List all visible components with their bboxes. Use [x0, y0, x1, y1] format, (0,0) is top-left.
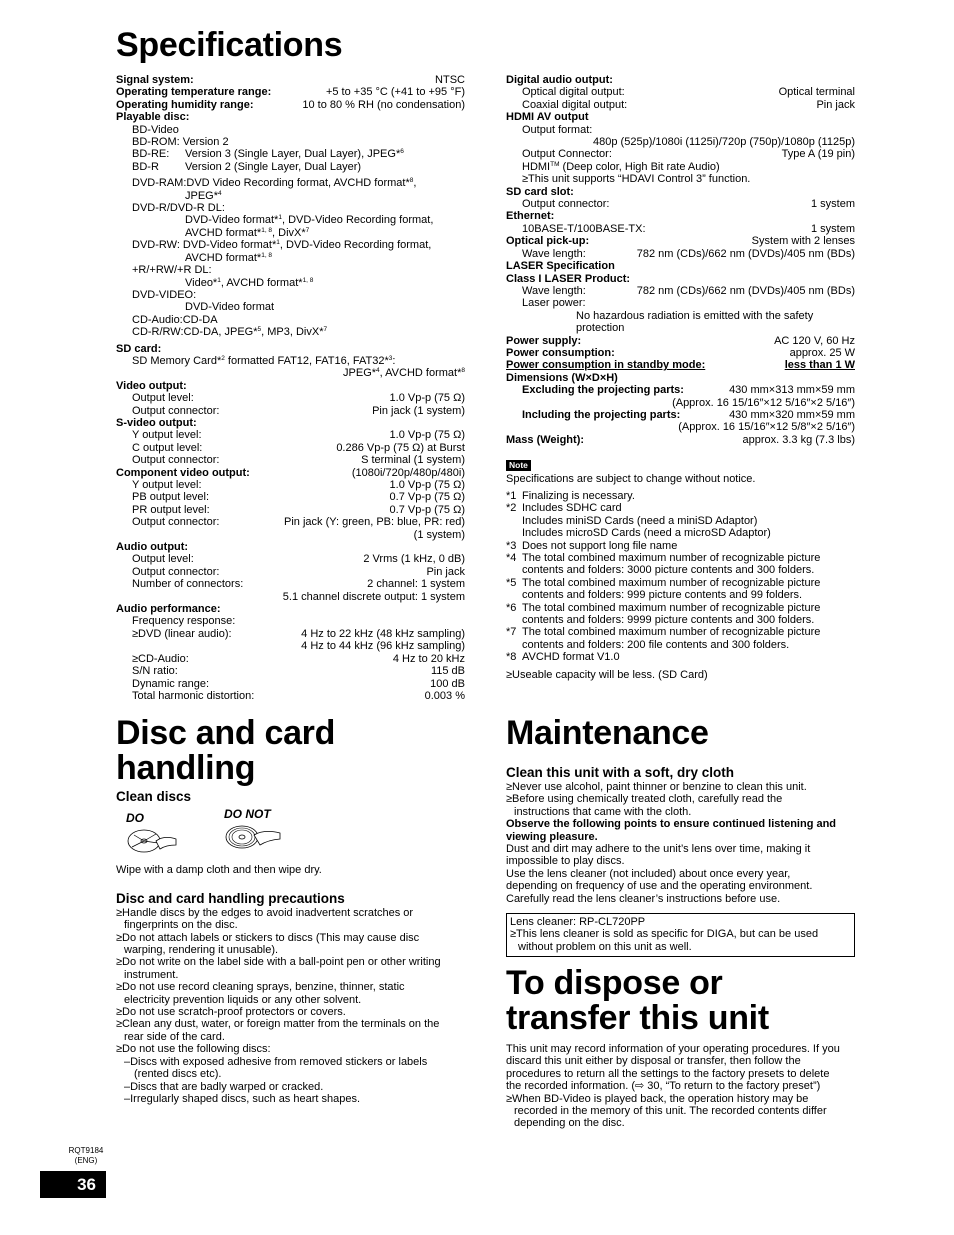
footnote-item: *5 The total combined maximum number of recognizable picture contents and folders: 999 picture contents and 99 folders. [506, 576, 821, 602]
operating-humidity-row: Operating humidity range: 10 to 80 % RH (no condensation) [116, 98, 465, 111]
specifications-title: Specifications [116, 26, 343, 64]
maintenance-section: Maintenance Clean this unit with a soft, dry cloth ≥Never use alcohol, paint thinner or benzine to clean this unit. ≥Before using chemically treated cloth, carefully read the instructions that came with the cloth. Observe the following points to ensure continued listening and viewing pleasure. Dust and dirt may adhere to the unit’s lens over time, making it impossible to play discs. Use the lens cleaner (not included) about once every year, depending on frequency of use and the operating environment. Carefully read the lens cleaner’s instructions before use. Lens cleaner: RP-CL720PP ≥This lens cleaner is sold as specific for DIGA, but can be used without problem on this unit as well. [506, 716, 855, 957]
precaution-line: ≥Do not use scratch-proof protectors or covers. [116, 1006, 346, 1019]
document-code: RQT9184 (ENG) [68, 1146, 104, 1165]
audio-performance-heading: Audio performance: [116, 603, 221, 616]
footnotes-list [506, 490, 855, 664]
do-figure: DO [126, 809, 184, 858]
sd-card-heading: SD card: [116, 342, 162, 355]
hdmi-heading: HDMI AV output [506, 111, 589, 124]
precaution-line: ≥Handle discs by the edges to avoid inadvertent scratches or [116, 906, 414, 919]
video-output-heading: Video output: [116, 379, 187, 392]
sd-slot-heading: SD card slot: [506, 185, 574, 198]
precaution-line: –Discs with exposed adhesive from removed stickers or labels [124, 1055, 428, 1068]
signal-system-row: Signal system: NTSC [116, 74, 465, 86]
usable-capacity-note: ≥Useable capacity will be less. (SD Card) [506, 668, 708, 681]
clean-discs-heading: Clean discs [116, 789, 192, 804]
note-text: Specifications are subject to change without notice. [506, 472, 756, 485]
precautions-heading: Disc and card handling precautions [116, 890, 345, 906]
precaution-line: fingerprints on the disc. [124, 919, 238, 932]
precaution-line: warping, rendering it unusable). [124, 944, 279, 957]
precaution-line: (rented discs etc). [134, 1068, 222, 1081]
precaution-line: ≥Do not write on the label side with a ball-point pen or other writing [116, 956, 441, 969]
precaution-line: ≥Do not use the following discs: [116, 1043, 271, 1056]
page-number: 36 [40, 1171, 106, 1198]
precautions-list [116, 907, 465, 1106]
disc-wipe-radial-icon [126, 825, 178, 855]
precaution-line: –Irregularly shaped discs, such as heart shapes. [124, 1092, 361, 1105]
footnote-item: *1 Finalizing is necessary. [506, 490, 635, 502]
disc-handling-section [116, 716, 465, 1105]
left-column: Specifications Signal system: NTSC Operating temperature range: +5 to +35 °C (+41 to +95 °F) Operating humidity range: 10 to 80 % RH (no condensation) Playable disc: BD-Video BD-ROM: Version 2 BD-RE: Version 3 (Single Layer, Dual Layer), JPEG*$^6$ BD-R Version 2 (Single Layer, Dual Layer) DVD-RAM:DVD Video Recording format, AVCHD format*$^8$, JPEG*$^4$ DVD-R/DVD-R DL: DVD-Video format*$^1$, DVD-Video Recording format, AVCHD format*$^{1, 8}$, DivX*$^7$ DVD-RW: DVD-Video format*$^1$, DVD-Video Recording format, AVCHD format*$^{1, 8}$ +R/+RW/+R DL: Video*$^1$, AVCHD format*$^{1, 8}$ DVD-VIDEO: DVD-Video format CD-Audio:CD-DA CD-R/RW:CD-DA, JPEG*$^5$, MP3, DivX*$^7$ SD card: SD Memory Card*$^2$ formatted FAT12, FAT16, FAT32*$^3$: JPEG*$^4$, AVCHD format*$^8$ Video output: Output level: 1.0 Vp-p (75 Ω) Output connector: Pin jack (1 system) S-video output: Y output level: 1.0 Vp-p (75 Ω) C output level: 0.286 Vp-p (75 Ω) at Burst Output connector: S terminal (1 system) Component video output: (1080i/720p/480p/480i) Y output level: 1.0 Vp-p (75 Ω) PB output level: 0.7 Vp-p (75 Ω) PR output level: 0.7 Vp-p (75 Ω) Output connector: Pin jack (Y: green, PB: blue, PR: red) (1 system) Audio output: Output level: 2 Vrms (1 kHz, 0 dB) Output connector: Pin jack Number of connectors: 2 channel: 1 system 5.1 channel discrete output: 1 system Audio performance: Frequency response: ≥DVD (linear audio): 4 Hz to 22 kHz (48 kHz sampling) 4 Hz to 44 kHz (96 kHz sampling) ≥CD-Audio: 4 Hz to 20 kHz S/N ratio: 115 dB Dynamic range: 100 dB Total harmonic distortion: 0.003 % [116, 26, 465, 702]
laser-class-heading: Class I LASER Product: [506, 272, 631, 285]
precaution-line: instrument. [124, 968, 179, 981]
clean-unit-heading: Clean this unit with a soft, dry cloth [506, 765, 735, 780]
mass-row: Mass (Weight): approx. 3.3 kg (7.3 lbs) [506, 433, 855, 446]
footnote-item: *6 The total combined maximum number of recognizable picture contents and folders: 9999 picture contents and 300 folders. [506, 601, 821, 627]
operating-temperature-row: Operating temperature range: +5 to +35 °C (+41 to +95 °F) [116, 86, 465, 99]
footnote-item: *7 The total combined maximum number of recognizable picture contents and folders: 200 file contents and 300 folders. [506, 626, 821, 651]
laser-spec-heading: LASER Specification [506, 260, 615, 273]
audio-output-heading: Audio output: [116, 541, 189, 554]
right-column: Digital audio output: Optical digital output: Optical terminal Coaxial digital output: Pin jack HDMI AV output Output format: 480p (525p)/1080i (1125i)/720p (750p)/1080p (1125p) Output Connector: Type A (19 pin) HDMI™ (Deep color, High Bit rate Audio) ≥This unit supports “HDAVI Control 3” function. SD card slot: Output connector: 1 system Ethernet: 10BASE-T/100BASE-TX: 1 system Optical pick-up: System with 2 lenses Wave length: 782 nm (CDs)/662 nm (DVDs)/405 nm (BDs) LASER Specification Class I LASER Product: Wave length: 782 nm (CDs)/662 nm (DVDs)/405 nm (BDs) Laser power: No hazardous radiation is emitted with the safety protection Power supply: AC 120 V, 60 Hz Power consumption: approx. 25 W Power consumption in standby mode: less than 1 W Dimensions (W×D×H) Excluding the projecting parts: 430 mm×313 mm×59 mm (Approx. 16 15/16″×12 5/16″×2 5/16″) Including the projecting parts: 430 mm×320 mm×59 mm (Approx. 16 15/16″×12 5/8″×2 5/16″) Mass (Weight): approx. 3.3 kg (7.3 lbs) Note Specifications are subject to change without notice. *1 Finalizing is necessary. *2 Includes SDHC card Includes miniSD Cards (need a miniSD Adaptor) Includes microSD Cards (need a microSD Adaptor) *3 Does not support long file name *4 The total combined maximum number of recognizable picture contents and folders: 3000 picture contents and 300 folders. *5 The total combined maximum number of recognizable picture contents and folders: 999 picture contents and 99 folders. *6 The total combined maximum number of recognizable picture contents and folders: 9999 picture contents and 300 folders. *7 The total combined maximum number of recognizable picture contents and folders: 200 file contents and 300 folders. *8 AVCHD format V1.0 ≥Useable capacity will be less. (SD Card) [506, 74, 855, 681]
footnote-item: *4 The total combined maximum number of recognizable picture contents and folders: 3000 picture contents and 300 folders. [506, 552, 821, 577]
precaution-line: ≥Do not attach labels or stickers to discs (This may cause disc [116, 931, 420, 944]
precaution-line: ≥Do not use record cleaning sprays, benzine, thinner, static [116, 981, 405, 994]
wipe-instruction: Wipe with a damp cloth and then wipe dry. [116, 864, 322, 877]
svideo-output-heading: S-video output: [116, 416, 197, 429]
precaution-line: –Discs that are badly warped or cracked. [124, 1080, 324, 1093]
lens-cleaner-box: Lens cleaner: RP-CL720PP ≥This lens cleaner is sold as specific for DIGA, but can be used without problem on this unit as well. [506, 913, 855, 957]
dimensions-heading: Dimensions (W×D×H) [506, 371, 618, 384]
note-badge: Note [506, 460, 531, 471]
ethernet-heading: Ethernet: [506, 210, 555, 223]
precaution-line: rear side of the card. [124, 1030, 225, 1043]
dispose-title: To dispose or transfer this unit [506, 964, 769, 1037]
sd-card-text: SD Memory Card*$^2$ formatted FAT12, FAT16, FAT32*$^3$: JPEG*$^4$, AVCHD format*$^8$ [132, 354, 465, 380]
disc-cleaning-illustration [126, 809, 465, 858]
standby-power-row: Power consumption in standby mode: less than 1 W [506, 359, 855, 372]
disc-wipe-circular-icon [224, 821, 282, 851]
do-not-figure: DO NOT [224, 809, 282, 858]
maintenance-title: Maintenance [506, 714, 709, 752]
component-video-heading: Component video output: (1080i/720p/480p/480i) [116, 466, 465, 479]
footnote-item: *2 Includes SDHC card Includes miniSD Cards (need a miniSD Adaptor) Includes microSD Cards (need a microSD Adaptor) [506, 502, 771, 540]
disc-handling-title: Disc and card handling [116, 714, 336, 787]
playable-disc-list: BD-Video BD-ROM: Version 2 BD-RE: Version 3 (Single Layer, Dual Layer), JPEG*$^6$ BD-R Version 2 (Single Layer, Dual Layer) DVD-RAM:DVD Video Recording format, AVCHD format*$^8$, JPEG*$^4$ DVD-R/DVD-R DL: DVD-Video format*$^1$, DVD-Video Recording format, AVCHD format*$^{1, 8}$, DivX*$^7$ DVD-RW: DVD-Video format*$^1$, DVD-Video Recording format, AVCHD format*$^{1, 8}$ +R/+RW/+R DL: Video*$^1$, AVCHD format*$^{1, 8}$ DVD-VIDEO: DVD-Video format CD-Audio:CD-DA CD-R/RW:CD-DA, JPEG*$^5$, MP3, DivX*$^7$ [132, 123, 434, 339]
footnote-item: *8 AVCHD format V1.0 [506, 651, 620, 664]
dispose-section: To dispose or transfer this unit This unit may record information of your operating procedures. If you discard this unit either by disposal or transfer, then follow the procedures to return all the settings to the factory presets to delete the recorded information. (⇨ 30, “To return to the factory preset”) ≥When BD-Video is played back, the operation history may be recorded in the memory of this unit. The recorded contents differ depending on the disc. [506, 966, 855, 1130]
digital-audio-heading: Digital audio output: [506, 74, 613, 86]
precaution-line: ≥Clean any dust, water, or foreign matter from the terminals on the [116, 1018, 440, 1031]
power-consumption-row: Power consumption: approx. 25 W [506, 346, 855, 359]
optical-pickup-row: Optical pick-up: System with 2 lenses [506, 235, 855, 248]
playable-disc-heading: Playable disc: [116, 111, 190, 124]
footnote-item: *3 Does not support long file name [506, 539, 678, 552]
precaution-line: electricity prevention liquids or any other solvent. [124, 993, 362, 1006]
power-supply-row: Power supply: AC 120 V, 60 Hz [506, 334, 855, 347]
